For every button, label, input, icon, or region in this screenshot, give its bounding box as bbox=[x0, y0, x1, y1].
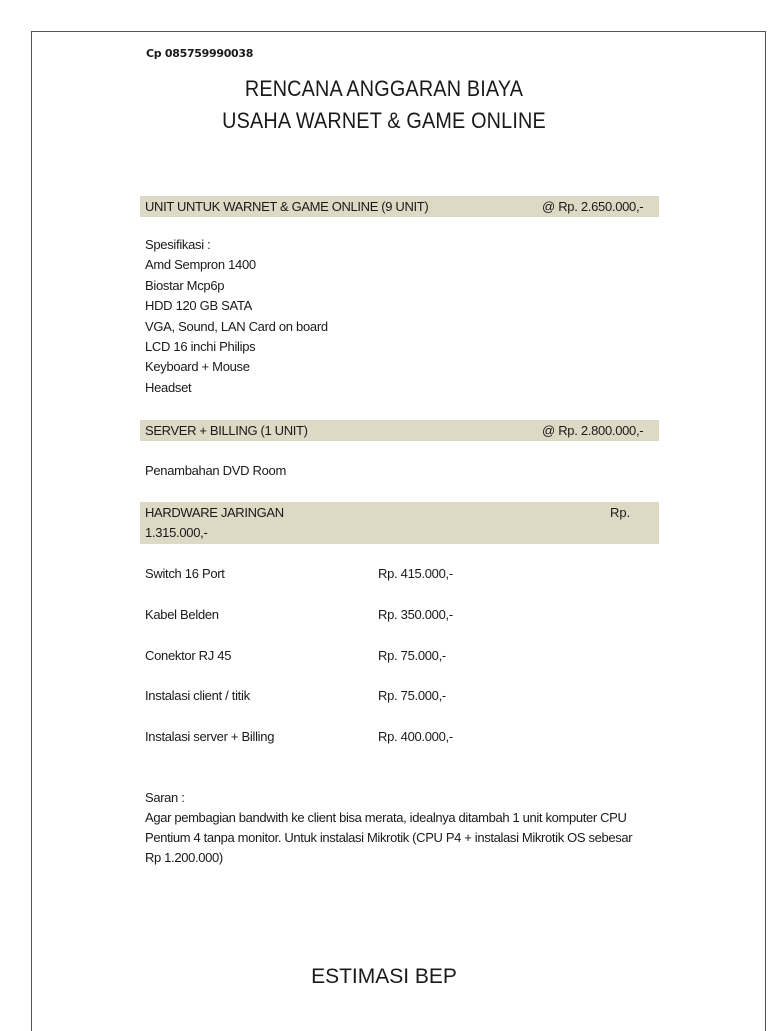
server-section-band bbox=[140, 420, 659, 441]
spec-item: Biostar Mcp6p bbox=[145, 277, 225, 293]
server-note: Penambahan DVD Room bbox=[145, 463, 286, 478]
hardware-item-price: Rp. 415.000,- bbox=[378, 566, 453, 581]
spec-item: VGA, Sound, LAN Card on board bbox=[145, 318, 328, 334]
spec-item: Keyboard + Mouse bbox=[145, 359, 250, 375]
contact-phone: Cp 085759990038 bbox=[146, 47, 254, 60]
suggestion-line: Agar pembagian bandwith ke client bisa merata, idealnya ditambah 1 unit komputer CPU bbox=[145, 810, 627, 825]
hardware-item-name: Switch 16 Port bbox=[145, 566, 225, 581]
hardware-item-name: Conektor RJ 45 bbox=[145, 648, 232, 663]
section-heading-bep: ESTIMASI BEP bbox=[311, 965, 457, 988]
hardware-item-name: Instalasi client / titik bbox=[145, 688, 250, 703]
spec-item: Amd Sempron 1400 bbox=[145, 257, 256, 273]
server-section-label: SERVER + BILLING (1 UNIT) bbox=[145, 423, 308, 438]
hardware-item-name: Kabel Belden bbox=[145, 607, 219, 622]
hardware-section-price-prefix: Rp. bbox=[610, 505, 631, 520]
page-title: RENCANA ANGGARAN BIAYA bbox=[244, 76, 524, 101]
suggestion-heading: Saran : bbox=[145, 790, 185, 805]
suggestion-line: Pentium 4 tanpa monitor. Untuk instalasi Mikrotik (CPU P4 + instalasi Mikrotik OS sebesar bbox=[145, 830, 633, 845]
suggestion-line: Rp 1.200.000) bbox=[145, 850, 223, 865]
hardware-section-band bbox=[140, 502, 659, 544]
hardware-item-price: Rp. 400.000,- bbox=[378, 729, 453, 744]
hardware-section-price: 1.315.000,- bbox=[145, 525, 208, 540]
server-section-price: @ Rp. 2.800.000,- bbox=[542, 423, 644, 438]
unit-section-band bbox=[140, 196, 659, 217]
spec-item: HDD 120 GB SATA bbox=[145, 298, 252, 314]
unit-section-label: UNIT UNTUK WARNET & GAME ONLINE (9 UNIT) bbox=[145, 199, 429, 214]
page-subtitle: USAHA WARNET & GAME ONLINE bbox=[222, 108, 546, 133]
suggestion-block bbox=[145, 788, 665, 868]
hardware-item-price: Rp. 75.000,- bbox=[378, 648, 446, 663]
spec-heading: Spesifikasi : bbox=[145, 237, 211, 252]
hardware-item-price: Rp. 75.000,- bbox=[378, 688, 446, 703]
unit-spec-list bbox=[145, 235, 328, 398]
spec-item: Headset bbox=[145, 379, 192, 395]
hardware-item-price: Rp. 350.000,- bbox=[378, 607, 453, 622]
hardware-item-name: Instalasi server + Billing bbox=[145, 729, 275, 744]
unit-section-price: @ Rp. 2.650.000,- bbox=[542, 199, 644, 214]
spec-item: LCD 16 inchi Philips bbox=[145, 338, 256, 354]
hardware-section-label: HARDWARE JARINGAN bbox=[145, 505, 284, 520]
